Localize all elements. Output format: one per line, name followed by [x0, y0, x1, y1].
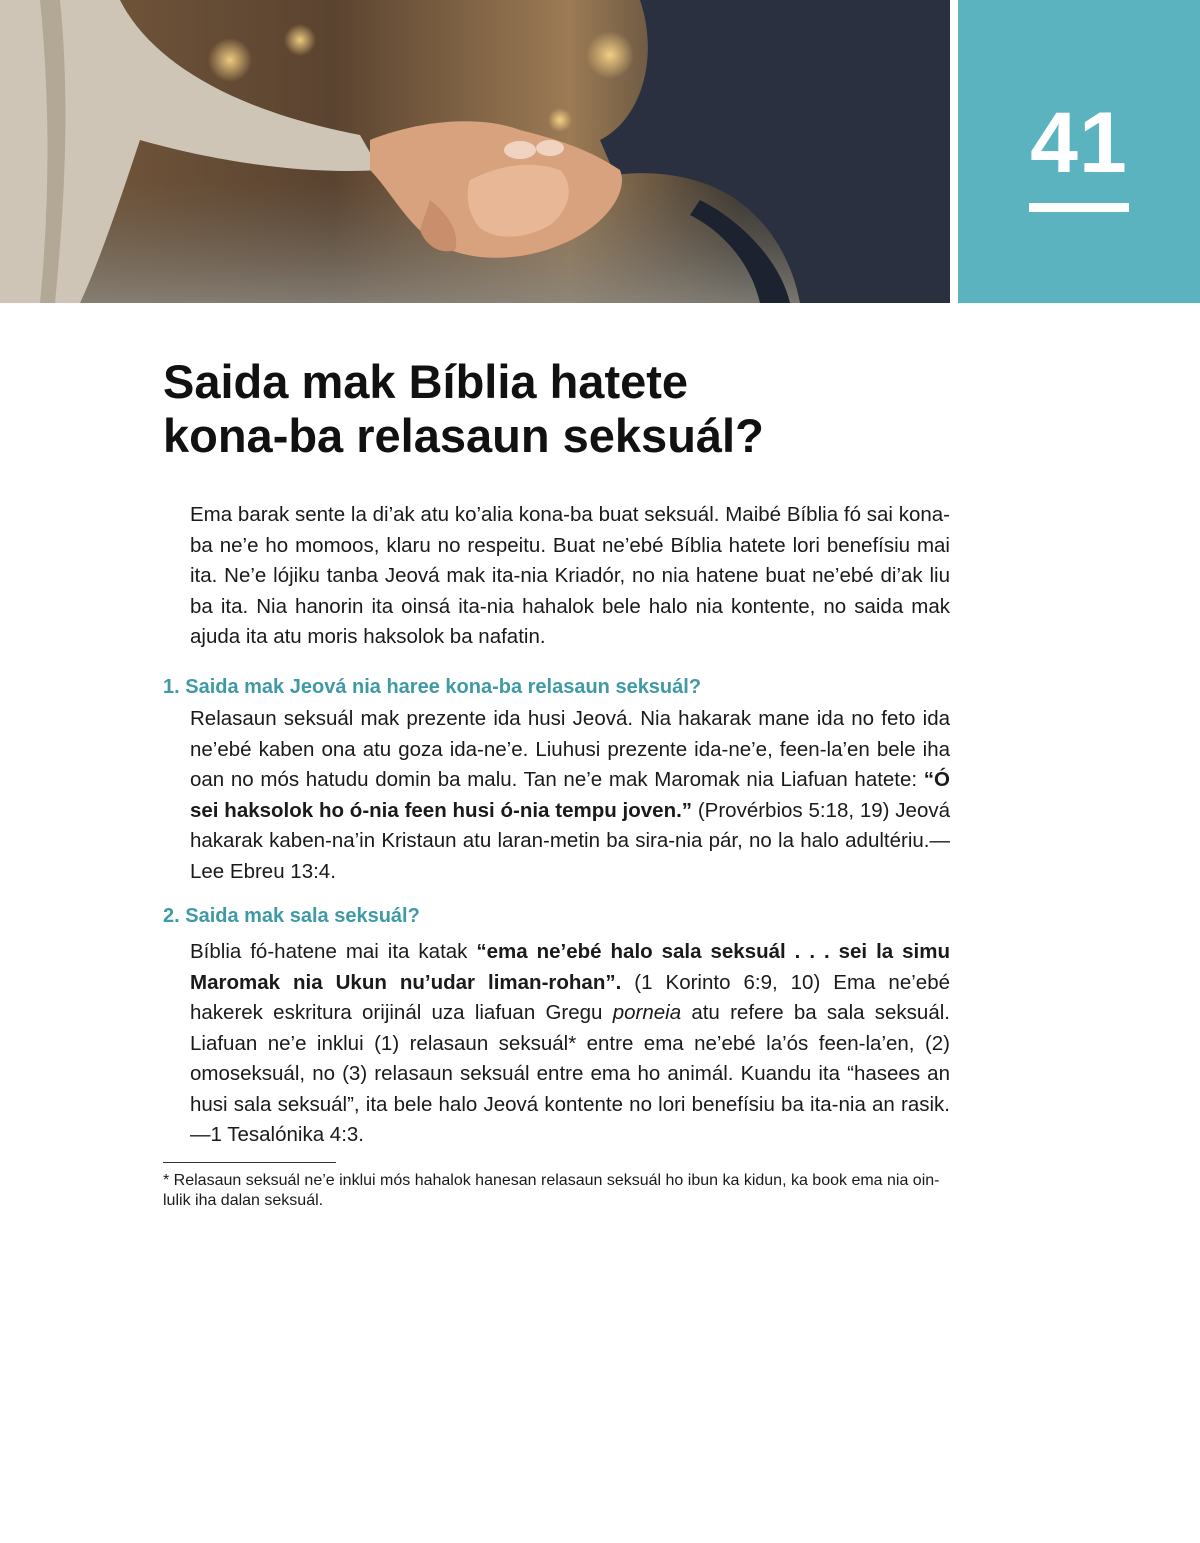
section-1-text-b: (Provérbios 5:18, 19) Jeová hakarak kaben-na’in Kristaun atu laran-metin ba sira-nia pár, no la halo adultériu.—Lee Ebreu 13:4.: [190, 798, 950, 883]
section-2-heading: 2. Saida mak sala seksuál?: [163, 905, 420, 927]
lesson-number-underline: [1029, 203, 1129, 212]
section-2-text-a: Bíblia fó-hatene mai ita katak: [190, 940, 477, 963]
section-2-greek-word: porneia: [612, 1001, 682, 1024]
lesson-number-box: [958, 0, 1200, 303]
page-title: [163, 355, 963, 463]
page-title-line-1: Saida mak Bíblia hatete: [163, 355, 689, 408]
hero-photo: [0, 0, 950, 303]
section-1-paragraph: [190, 704, 950, 887]
holding-hands-illustration: [0, 0, 950, 303]
section-2-paragraph: [190, 937, 950, 1151]
section-1-heading: 1. Saida mak Jeová nia haree kona-ba relasaun seksuál?: [163, 676, 702, 698]
footnote: * Relasaun seksuál ne’e inklui mós hahalok hanesan relasaun seksuál ho ibun ka kidun, ka book ema nia oin-lulik iha dalan seksuál.: [163, 1172, 940, 1209]
section-1-scripture-quote: “Ó sei haksolok ho ó-nia feen husi ó-nia tempu joven.”: [190, 768, 950, 822]
section-2-text-c: atu refere ba sala seksuál. Liafuan ne’e inklui (1) relasaun seksuál* entre ema ne’ebé la’ós feen-la’en, (2) omoseksuál, no (3) relasaun seksuál entre ema ho animál. Kuandu ita “hasees an husi sala seksuál”, ita bele halo Jeová kontente no lori benefísiu ba ita-nia an rasik.—1 Tesalónika 4:3.: [190, 1001, 950, 1146]
footnote-divider: [163, 1162, 336, 1163]
section-2-scripture-quote: “ema ne’ebé halo sala seksuál . . . sei la simu Maromak nia Ukun nu’udar liman-rohan”.: [190, 940, 950, 994]
page-title-line-2: kona-ba relasaun seksuál?: [163, 409, 764, 462]
lesson-number: 41: [1030, 95, 1128, 191]
section-1-text-a: Relasaun seksuál mak prezente ida husi Jeová. Nia hakarak mane ida no feto ida ne’ebé kaben ona atu goza ida-ne’e. Liuhusi prezente ida-ne’e, feen-la’en bele iha oan no mós hatudu domin ba malu. Tan ne’e mak Maromak nia Liafuan hatete:: [190, 707, 950, 791]
intro-paragraph: Ema barak sente la di’ak atu ko’alia kona-ba buat seksuál. Maibé Bíblia fó sai kona-ba ne’e ho momoos, klaru no respeitu. Buat ne’ebé Bíblia hatete lori benefísiu mai ita. Ne’e lójiku tanba Jeová mak ita-nia Kriadór, no nia hatene buat ne’ebé di’ak liu ba ita. Nia hanorin ita oinsá ita-nia hahalok bele halo nia kontente, no saida mak ajuda ita atu moris haksolok ba nafatin.: [190, 503, 950, 648]
section-2-text-b: (1 Korinto 6:9, 10) Ema ne’ebé hakerek eskritura orijinál uza liafuan Gregu: [190, 970, 950, 1024]
